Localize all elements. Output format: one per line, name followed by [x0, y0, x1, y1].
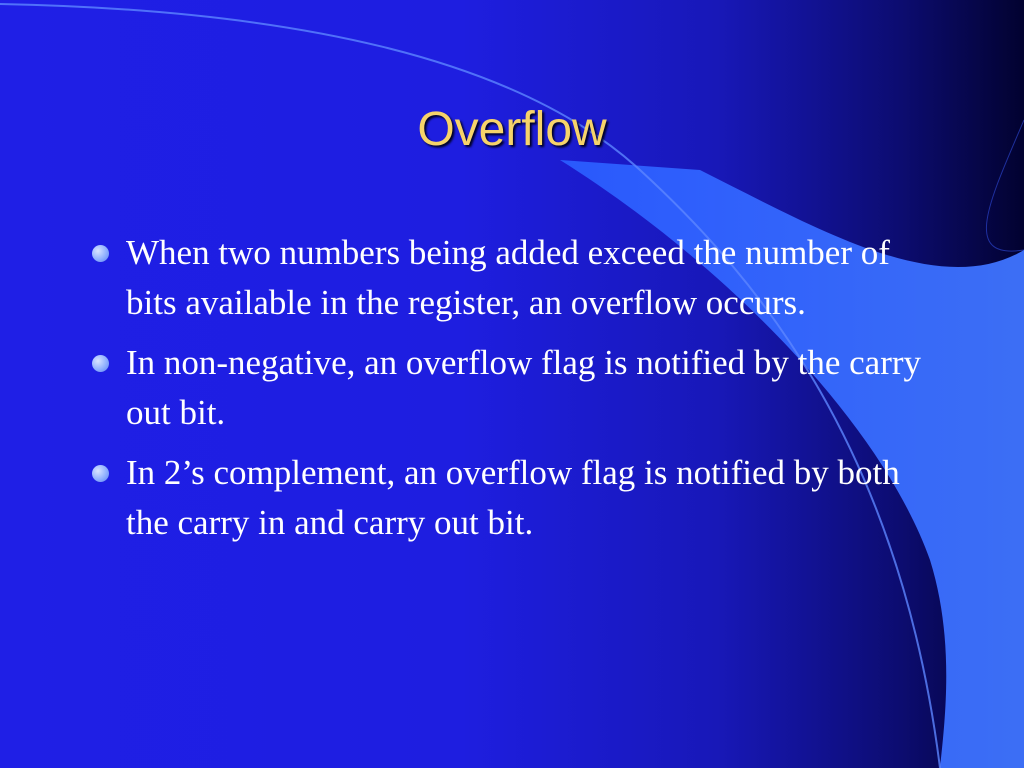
bullet-item: [88, 228, 948, 328]
slide-title: Overflow: [417, 103, 607, 156]
bullet-list: [88, 228, 948, 558]
bullet-text: In 2’s complement, an overflow flag is notified by both the carry in and carry out bit.: [126, 453, 900, 542]
bullet-text: When two numbers being added exceed the number of bits available in the register, an overflow occurs.: [126, 233, 890, 322]
bullet-dot-icon: [92, 355, 109, 372]
bullet-dot-icon: [92, 245, 109, 262]
bullet-dot-icon: [92, 465, 109, 482]
bullet-item: [88, 448, 948, 548]
bullet-item: [88, 338, 948, 438]
bullet-text: In non-negative, an overflow flag is notified by the carry out bit.: [126, 343, 922, 432]
